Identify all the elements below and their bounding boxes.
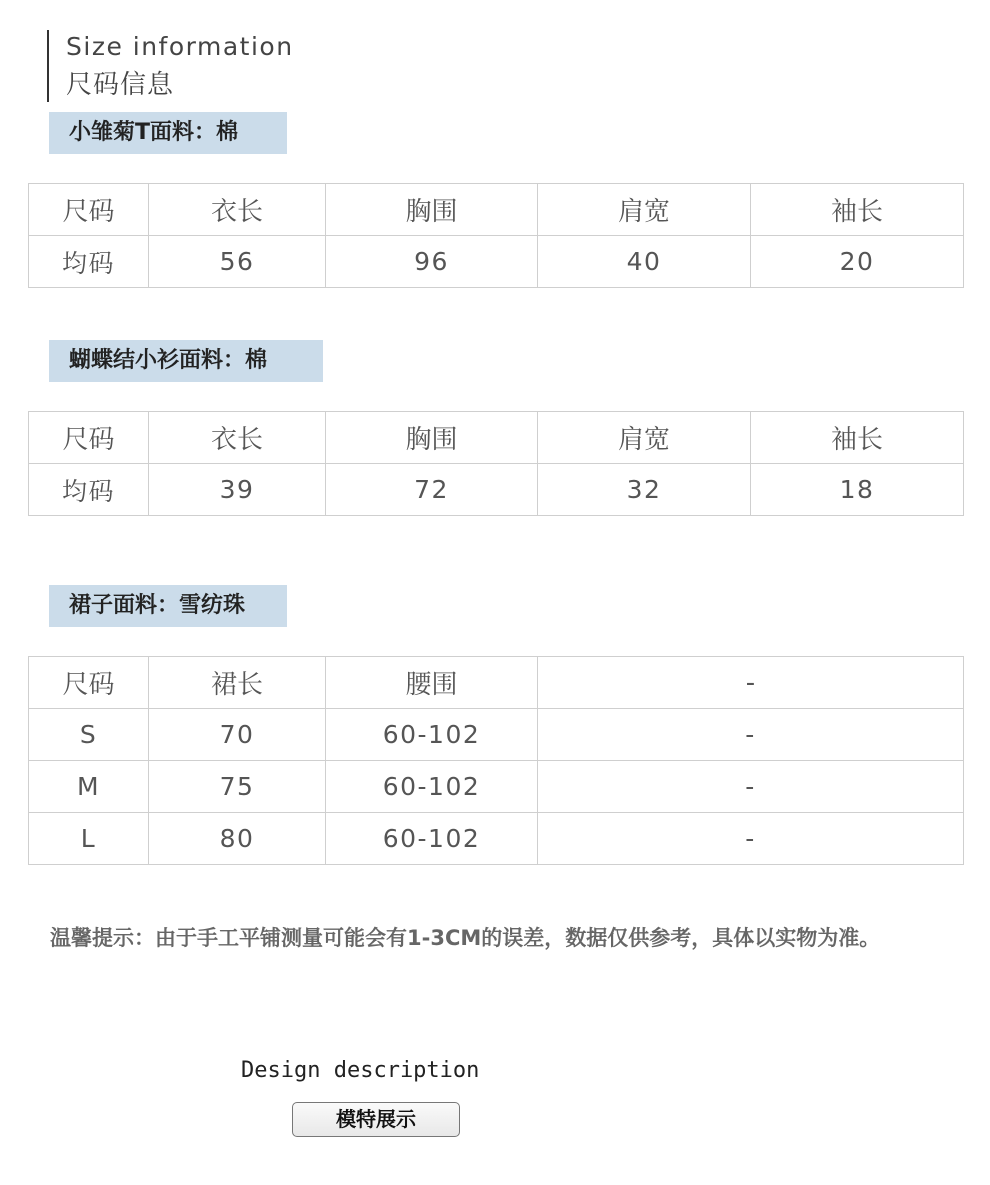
table-row — [29, 813, 964, 865]
column-header: 衣长 — [149, 412, 326, 464]
model-showcase-button[interactable]: 模特展示 — [292, 1102, 460, 1137]
size-table-blouse — [28, 411, 964, 516]
measurement-note: 温馨提示：由于手工平铺测量可能会有1-3CM的误差，数据仅供参考，具体以实物为准。 — [50, 926, 881, 950]
column-header: 尺码 — [29, 657, 149, 709]
table-row — [29, 464, 964, 516]
table-cell: 32 — [538, 464, 751, 516]
column-header: 衣长 — [149, 184, 326, 236]
table-cell: L — [29, 813, 149, 865]
column-header: 肩宽 — [538, 184, 751, 236]
table-cell: 均码 — [29, 464, 149, 516]
column-header: 胸围 — [326, 412, 538, 464]
table-cell: - — [538, 761, 964, 813]
table-cell: 80 — [149, 813, 326, 865]
table-cell: 60-102 — [326, 761, 538, 813]
table-cell: S — [29, 709, 149, 761]
column-header: 肩宽 — [538, 412, 751, 464]
column-header: - — [538, 657, 964, 709]
column-header: 裙长 — [149, 657, 326, 709]
column-header: 袖长 — [751, 184, 964, 236]
table-header-row — [29, 657, 964, 709]
section-label-blouse: 蝴蝶结小衫面料：棉 — [49, 340, 323, 382]
header-divider — [47, 30, 49, 102]
table-cell: 40 — [538, 236, 751, 288]
table-header-row — [29, 184, 964, 236]
section-label-tshirt: 小雏菊T面料：棉 — [49, 112, 287, 154]
table-cell: 56 — [149, 236, 326, 288]
table-row — [29, 236, 964, 288]
table-cell: 20 — [751, 236, 964, 288]
table-cell: - — [538, 813, 964, 865]
table-cell: 72 — [326, 464, 538, 516]
column-header: 胸围 — [326, 184, 538, 236]
size-table-skirt — [28, 656, 964, 865]
table-cell: 均码 — [29, 236, 149, 288]
table-cell: 75 — [149, 761, 326, 813]
table-cell: 18 — [751, 464, 964, 516]
column-header: 袖长 — [751, 412, 964, 464]
size-table-tshirt — [28, 183, 964, 288]
table-cell: 96 — [326, 236, 538, 288]
table-row — [29, 761, 964, 813]
design-description-heading: Design description — [241, 1058, 480, 1083]
table-cell: 60-102 — [326, 813, 538, 865]
table-cell: - — [538, 709, 964, 761]
table-cell: 70 — [149, 709, 326, 761]
header-title-en: Size information — [66, 32, 294, 61]
table-row — [29, 709, 964, 761]
column-header: 腰围 — [326, 657, 538, 709]
table-cell: M — [29, 761, 149, 813]
table-cell: 60-102 — [326, 709, 538, 761]
table-cell: 39 — [149, 464, 326, 516]
column-header: 尺码 — [29, 184, 149, 236]
header-title-cn: 尺码信息 — [66, 70, 175, 100]
column-header: 尺码 — [29, 412, 149, 464]
section-label-skirt: 裙子面料：雪纺珠 — [49, 585, 287, 627]
table-header-row — [29, 412, 964, 464]
